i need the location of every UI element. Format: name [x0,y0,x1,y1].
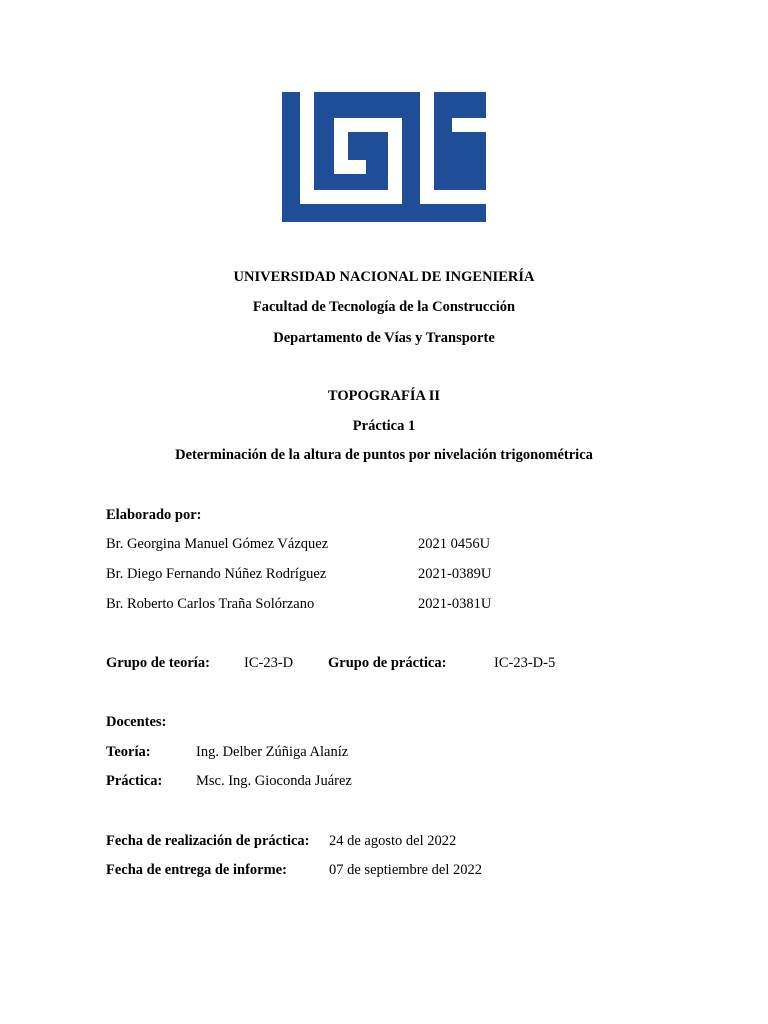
practice-teacher-label: Práctica: [106,773,163,789]
author-id: 2021-0389U [418,566,492,582]
practice-group-value: IC-23-D-5 [494,655,556,671]
author-name: Br. Roberto Carlos Traña Solórzano [106,596,315,612]
theory-group-value: IC-23-D [244,655,294,671]
author-id: 2021-0381U [418,596,492,612]
practice-number: Práctica 1 [352,418,416,434]
practice-teacher-value: Msc. Ing. Gioconda Juárez [196,773,352,789]
course-name: TOPOGRAFÍA II [327,388,441,404]
author-name: Br. Georgina Manuel Gómez Vázquez [106,536,329,552]
practice-topic: Determinación de la altura de puntos por nivelación trigonométrica [175,447,593,463]
teachers-label: Docentes: [106,714,167,730]
realization-date-value: 24 de agosto del 2022 [329,833,457,849]
theory-teacher-label: Teoría: [106,744,151,760]
delivery-date-value: 07 de septiembre del 2022 [329,862,483,878]
theory-teacher-value: Ing. Delber Zúñiga Alaníz [196,744,349,760]
author-name: Br. Diego Fernando Núñez Rodríguez [106,566,327,582]
authors-label: Elaborado por: [106,507,202,523]
author-id: 2021 0456U [418,536,491,552]
university-name: UNIVERSIDAD NACIONAL DE INGENIERÍA [233,269,535,285]
realization-date-label: Fecha de realización de práctica: [106,833,310,849]
department-name: Departamento de Vías y Transporte [273,330,495,346]
practice-group-label: Grupo de práctica: [328,655,447,671]
faculty-name: Facultad de Tecnología de la Construcción [252,299,516,315]
uni-logo-icon [282,92,486,222]
delivery-date-label: Fecha de entrega de informe: [106,862,287,878]
theory-group-label: Grupo de teoría: [106,655,210,671]
